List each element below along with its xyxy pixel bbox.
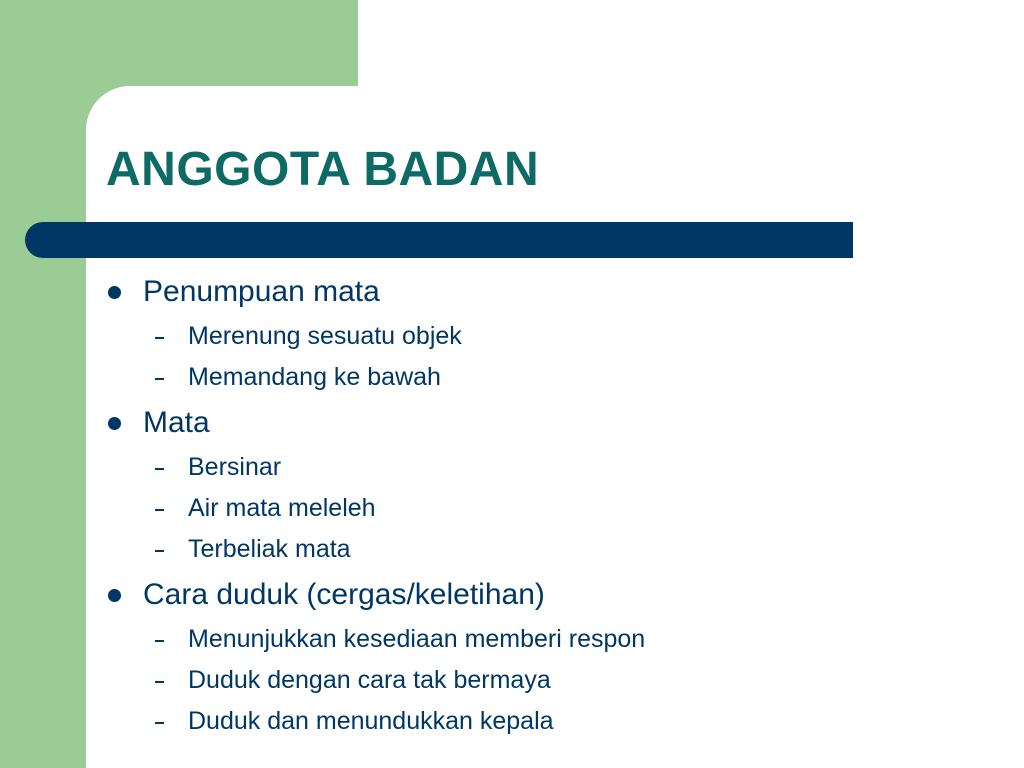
sub-item-label: Duduk dan menundukkan kepala	[188, 706, 554, 735]
bullet-dot-icon	[108, 589, 121, 602]
sub-item-label: Merenung sesuatu objek	[188, 321, 462, 350]
sub-item-label: Terbeliak mata	[188, 534, 351, 563]
sub-item-label: Memandang ke bawah	[188, 362, 441, 391]
sub-item	[155, 704, 554, 738]
sub-item	[155, 663, 551, 697]
bullet-label: Mata	[143, 406, 210, 439]
sub-item-label: Air mata meleleh	[188, 493, 376, 522]
dash-icon	[155, 681, 164, 683]
sub-item	[155, 360, 441, 394]
dash-icon	[155, 378, 164, 380]
bullet-dot-icon	[108, 417, 121, 430]
dash-icon	[155, 337, 164, 339]
sub-item	[155, 319, 462, 353]
bullet-item	[106, 272, 380, 312]
dash-icon	[155, 509, 164, 511]
dash-icon	[155, 640, 164, 642]
sub-item-label: Bersinar	[188, 452, 282, 481]
bullet-label: Penumpuan mata	[143, 275, 380, 308]
dash-icon	[155, 468, 164, 470]
slide-title: ANGGOTA BADAN	[106, 143, 540, 196]
sub-item	[155, 450, 281, 484]
sub-item	[155, 622, 645, 656]
sub-item	[155, 532, 351, 566]
bullet-dot-icon	[108, 286, 121, 299]
bullet-item	[106, 575, 545, 615]
bullet-label: Cara duduk (cergas/keletihan)	[143, 578, 545, 611]
dash-icon	[155, 722, 164, 724]
bullet-item	[106, 403, 210, 443]
sub-item	[155, 491, 376, 525]
sub-item-label: Duduk dengan cara tak bermaya	[188, 665, 551, 694]
dash-icon	[155, 550, 164, 552]
sub-item-label: Menunjukkan kesediaan memberi respon	[188, 624, 646, 653]
